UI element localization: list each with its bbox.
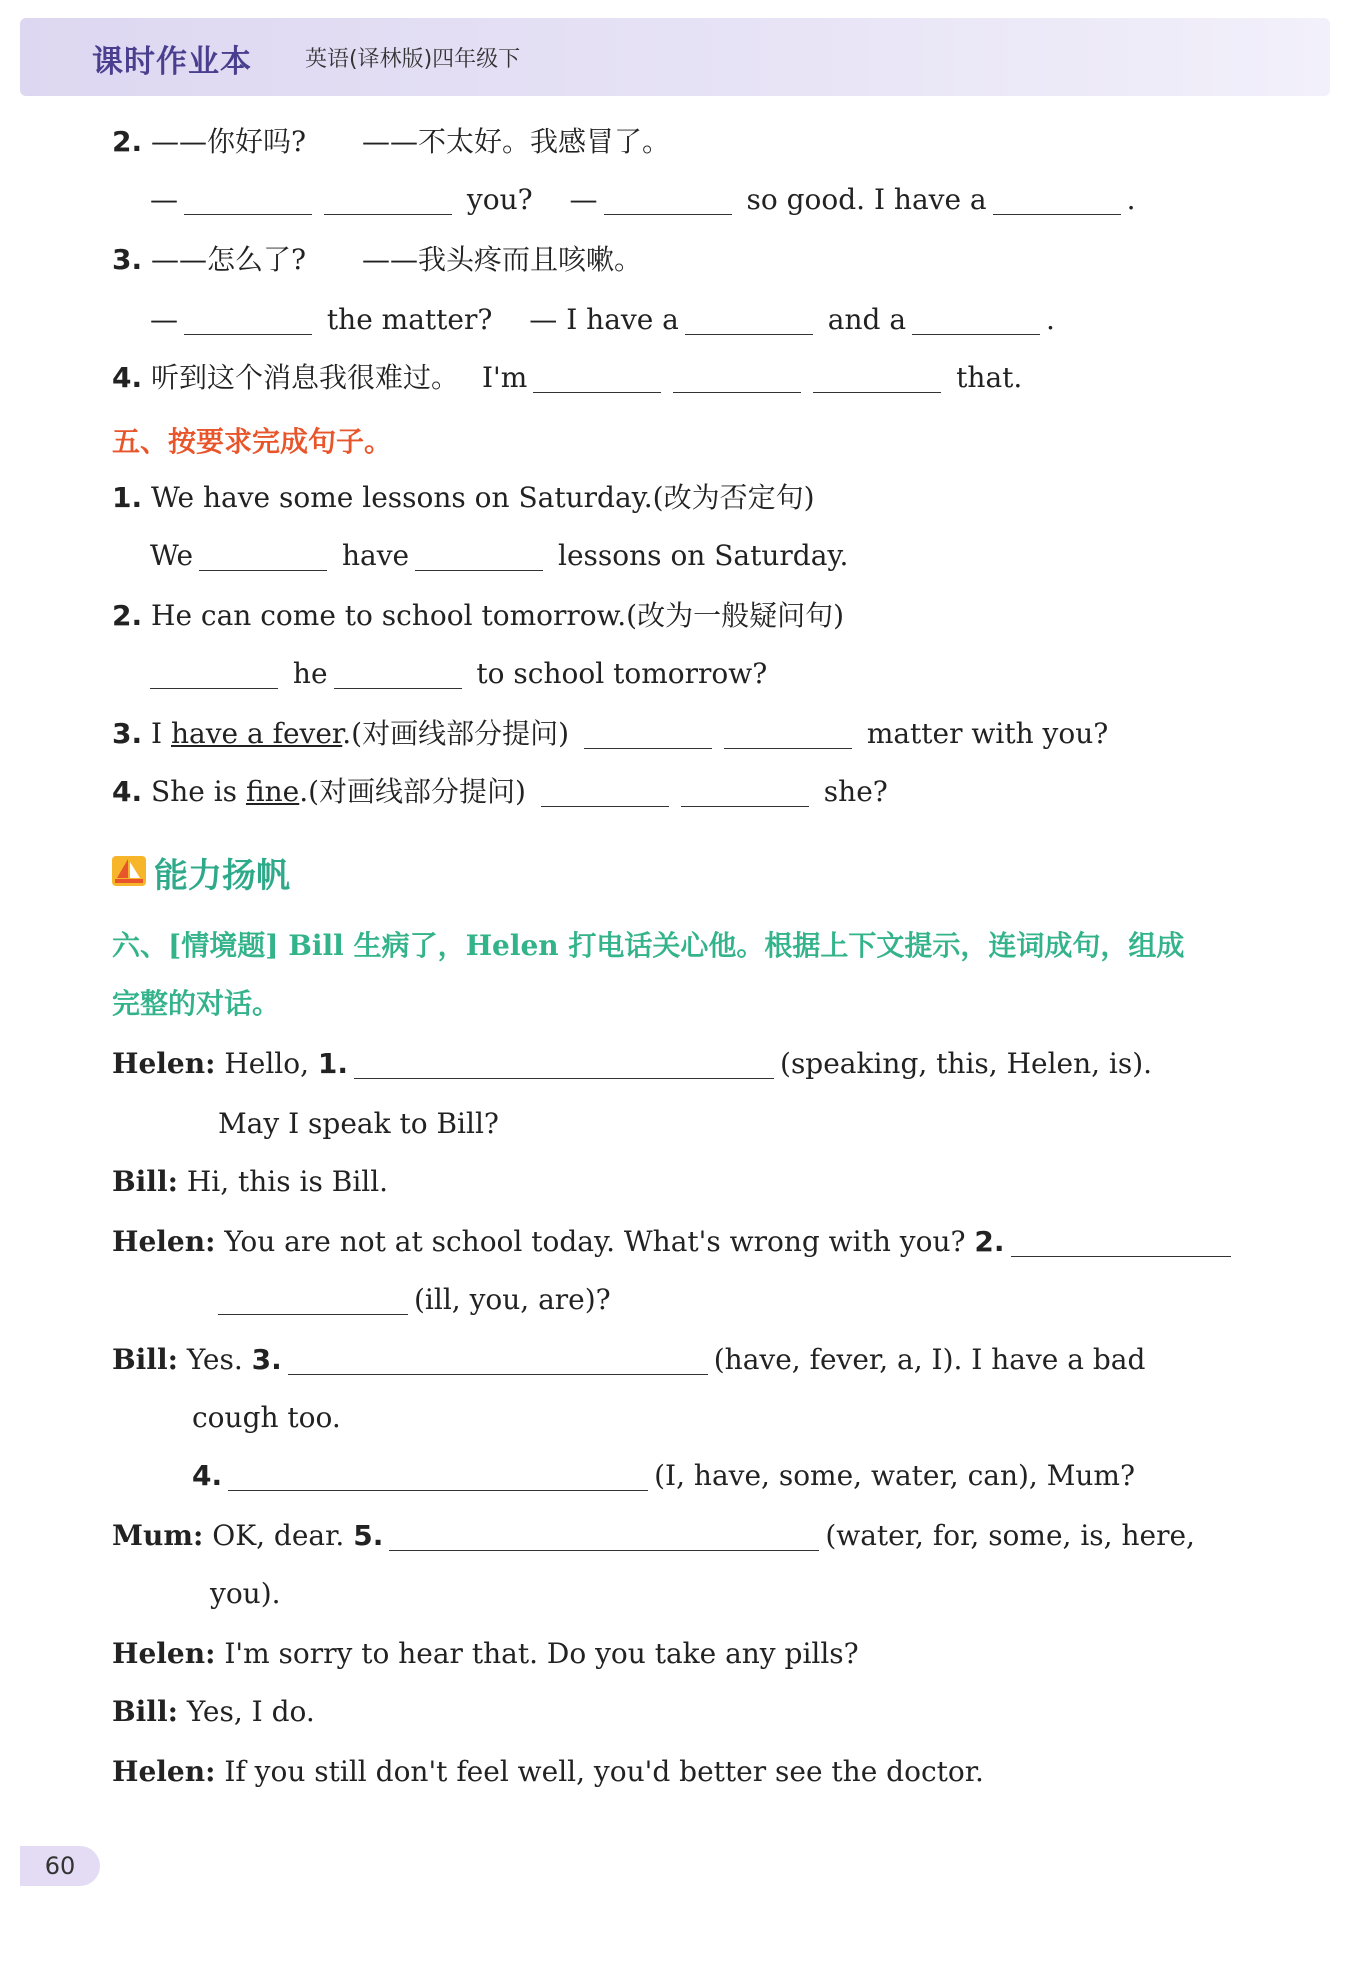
sail-icon [112, 856, 146, 886]
blank[interactable] [389, 1520, 819, 1551]
blank[interactable] [288, 1344, 708, 1375]
blank[interactable] [199, 540, 327, 571]
part6-title-b: 完整的对话。 [112, 987, 281, 1020]
ability-title: 能力扬帆 [154, 856, 290, 896]
blank[interactable] [1011, 1226, 1231, 1257]
p5-q1: 1. We have some lessons on Saturday.(改为否定句) [112, 481, 815, 514]
dialog-line-6b: you). [210, 1577, 281, 1610]
blank[interactable] [673, 362, 801, 393]
blank[interactable] [324, 184, 452, 215]
p4-q4: 4. 听到这个消息我很难过。 I'm that. [112, 361, 1023, 394]
dialog-line-4b: cough too. [192, 1401, 341, 1434]
blank[interactable] [541, 776, 669, 807]
book-subtitle: 英语(译林版)四年级下 [305, 47, 521, 72]
blank[interactable] [724, 718, 852, 749]
blank[interactable] [218, 1284, 408, 1315]
p4-q2-chinese: 2. ——你好吗? ——不太好。我感冒了。 [112, 125, 671, 158]
dialog-line-8: Bill: Yes, I do. [112, 1695, 315, 1728]
blank[interactable] [415, 540, 543, 571]
p5-q2-answer: he to school tomorrow? [144, 654, 767, 694]
blank[interactable] [584, 718, 712, 749]
blank[interactable] [184, 184, 312, 215]
p4-q3-chinese: 3. ——怎么了? ——我头疼而且咳嗽。 [112, 243, 643, 276]
blank[interactable] [912, 304, 1040, 335]
p5-q1-answer: We have lessons on Saturday. [150, 539, 849, 572]
page-number: 60 [20, 1846, 100, 1886]
blank[interactable] [334, 658, 462, 689]
blank[interactable] [813, 362, 941, 393]
dialog-line-3b: (ill, you, are)? [218, 1280, 611, 1320]
dialog-line-9: Helen: If you still don't feel well, you'd better see the doctor. [112, 1755, 984, 1788]
dialog-line-5: 4. (I, have, some, water, can), Mum? [192, 1459, 1135, 1492]
dialog-line-1b: May I speak to Bill? [218, 1107, 499, 1140]
p5-q4: 4. She is fine.(对画线部分提问) she? [112, 775, 888, 808]
part6-title-a: 六、[情境题] Bill 生病了，Helen 打电话关心他。根据上下文提示，连词成句，组成 [112, 929, 1185, 962]
brand-title: 课时作业本 [92, 44, 252, 80]
p5-q3: 3. I have a fever.(对画线部分提问) matter with you? [112, 717, 1109, 750]
dialog-line-3: Helen: You are not at school today. What's wrong with you? 2. [112, 1222, 1237, 1262]
blank[interactable] [993, 184, 1121, 215]
dialog-line-2: Bill: Hi, this is Bill. [112, 1165, 389, 1198]
blank[interactable] [228, 1460, 648, 1491]
dialog-line-1: Helen: Hello, 1. (speaking, this, Helen, is). [112, 1047, 1153, 1080]
blank[interactable] [184, 304, 312, 335]
blank[interactable] [354, 1048, 774, 1079]
blank[interactable] [533, 362, 661, 393]
p5-q2: 2. He can come to school tomorrow.(改为一般疑问句) [112, 599, 844, 632]
part5-title: 五、按要求完成句子。 [112, 425, 393, 458]
dialog-line-4: Bill: Yes. 3. (have, fever, a, I). I have a bad [112, 1343, 1146, 1376]
p4-q2-english: — you? — so good. I have a . [150, 183, 1136, 216]
dialog-line-6: Mum: OK, dear. 5. (water, for, some, is, here, [112, 1519, 1195, 1552]
dialog-line-7: Helen: I'm sorry to hear that. Do you take any pills? [112, 1637, 859, 1670]
blank[interactable] [681, 776, 809, 807]
p4-q3-english: — the matter? — I have a and a . [150, 303, 1055, 336]
blank[interactable] [685, 304, 813, 335]
blank[interactable] [150, 658, 278, 689]
blank[interactable] [604, 184, 732, 215]
